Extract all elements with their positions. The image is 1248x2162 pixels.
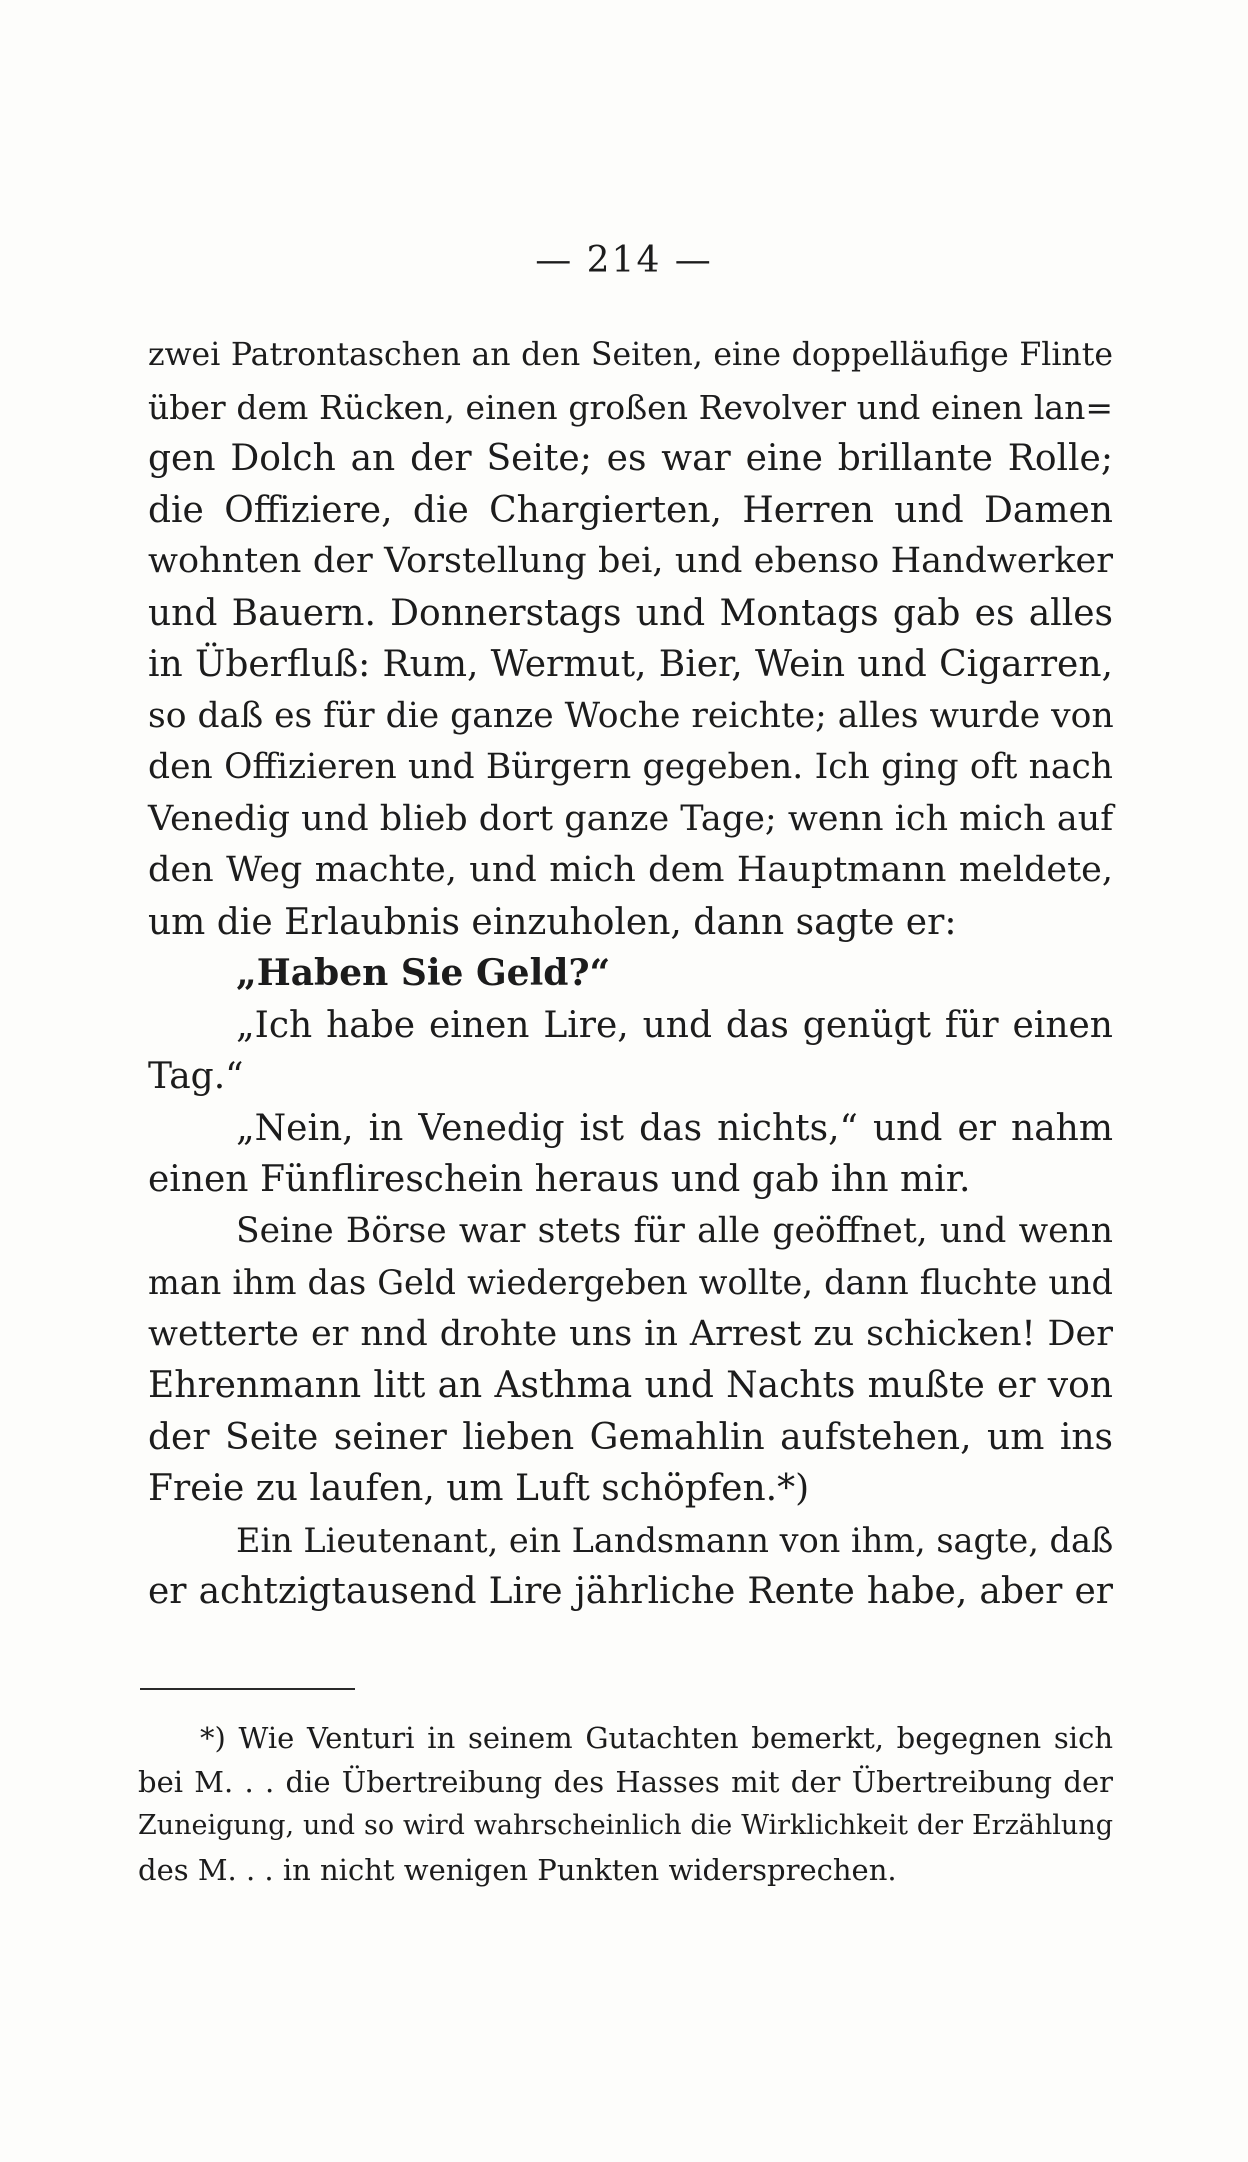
- dialogue-line: „Haben Sie Geld?“: [236, 952, 611, 994]
- text-line: den Weg machte, und mich dem Hauptmann meldete,: [148, 850, 1113, 890]
- text-line: um die Erlaubnis einzuholen, dann sagte er:: [148, 901, 957, 943]
- paragraph-start-line: Seine Börse war stets für alle geöffnet, und wenn: [236, 1210, 1113, 1251]
- main-text: [148, 330, 1113, 1618]
- text-line: Venedig und blieb dort ganze Tage; wenn ich mich auf: [148, 798, 1114, 839]
- text-line: und Bauern. Donnerstags und Montags gab es alles: [148, 592, 1113, 634]
- text-line: einen Fünflireschein heraus und gab ihn mir.: [148, 1159, 971, 1200]
- footnote-line: *) Wie Venturi in seinem Gutachten bemerkt, begegnen sich: [200, 1721, 1113, 1755]
- footnote: [138, 1716, 1113, 1892]
- text-line: den Offizieren und Bürgern gegeben. Ich ging oft nach: [148, 747, 1113, 787]
- text-line: Tag.“: [148, 1056, 244, 1097]
- footnote-divider: [140, 1688, 355, 1690]
- dialogue-line: „Nein, in Venedig ist das nichts,“ und er nahm: [236, 1107, 1113, 1149]
- text-line: der Seite seiner lieben Gemahlin aufstehen, um ins: [148, 1416, 1113, 1458]
- footnote-line: des M. . . in nicht wenigen Punkten widersprechen.: [138, 1853, 897, 1887]
- footnote-line: Zuneigung, und so wird wahrscheinlich die Wirklichkeit der Erzählung: [138, 1810, 1113, 1841]
- page-number: — 214 —: [535, 240, 713, 281]
- text-line: so daß es für die ganze Woche reichte; alles wurde von: [148, 695, 1114, 736]
- text-line: Ehrenmann litt an Asthma und Nachts mußte er von: [148, 1365, 1113, 1406]
- text-line: wohnten der Vorstellung bei, und ebenso Handwerker: [148, 541, 1113, 581]
- text-line: in Überfluß: Rum, Wermut, Bier, Wein und Cigarren,: [148, 644, 1113, 685]
- text-line: Freie zu laufen, um Luft schöpfen.*): [148, 1468, 810, 1509]
- text-line: er achtzigtausend Lire jährliche Rente habe, aber er: [148, 1571, 1113, 1612]
- dialogue-line: „Ich habe einen Lire, und das genügt für einen: [236, 1004, 1113, 1046]
- text-line: man ihm das Geld wiedergeben wollte, dann fluchte und: [148, 1263, 1113, 1302]
- paragraph-start-line: Ein Lieutenant, ein Landsmann von ihm, sagte, daß: [236, 1520, 1114, 1560]
- text-line: zwei Patrontaschen an den Seiten, eine doppelläufige Flinte: [148, 337, 1113, 373]
- footnote-line: bei M. . . die Übertreibung des Hasses mit der Übertreibung der: [138, 1765, 1113, 1799]
- text-line: wetterte er nnd drohte uns in Arrest zu schicken! Der: [148, 1313, 1113, 1354]
- text-line: die Offiziere, die Chargierten, Herren und Damen: [148, 489, 1113, 531]
- text-line: gen Dolch an der Seite; es war eine brillante Rolle;: [148, 438, 1113, 479]
- text-line: über dem Rücken, einen großen Revolver und einen lan=: [148, 387, 1113, 427]
